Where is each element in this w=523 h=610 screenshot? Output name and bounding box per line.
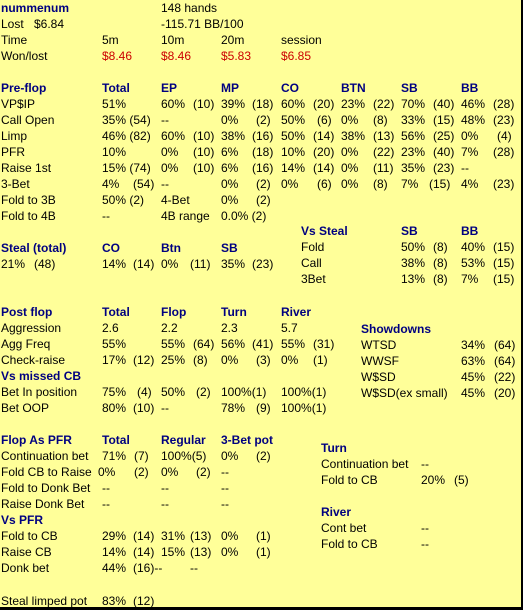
missed-cb-row-label: Bet OOP <box>1 401 50 415</box>
flop-pfr-col-total: Total <box>102 433 130 447</box>
preflop-cell: 0.0% (2) <box>221 209 267 223</box>
vs-pfr-cell: 44% <box>102 561 127 575</box>
preflop-cell: 15% (74) <box>102 161 151 175</box>
flop-pfr-cell: 100%(5) <box>161 449 207 463</box>
bb-per-100: -115.71 BB/100 <box>161 17 244 31</box>
missed-cb-row-label: Bet In position <box>1 385 78 399</box>
preflop-cell: 4% <box>461 177 479 191</box>
preflop-cell: (10) <box>193 129 215 143</box>
postflop-cell: 5.7 <box>281 321 298 335</box>
flop-pfr-cell: -- <box>161 481 169 495</box>
preflop-cell: 10% <box>102 145 127 159</box>
showdown-label: W$SD(ex small) <box>361 386 448 400</box>
vs-pfr-cell: 29% <box>102 529 127 543</box>
lost-label: Lost <box>1 17 24 31</box>
showdown-count: (64) <box>494 338 516 352</box>
preflop-cell: (10) <box>193 97 215 111</box>
missed-cb-cell: (2) <box>196 385 211 399</box>
vs-pfr-row-label: Fold to CB <box>1 529 58 543</box>
preflop-cell: (10) <box>193 145 215 159</box>
preflop-row-label: Raise 1st <box>1 161 52 175</box>
preflop-cell: 60% <box>281 97 306 111</box>
steal-col-sb: SB <box>221 241 238 255</box>
preflop-cell: (2) <box>256 177 271 191</box>
showdown-count: (64) <box>494 354 516 368</box>
flop-as-pfr-title: Flop As PFR <box>1 433 72 447</box>
time-col-20m: 20m <box>221 33 245 47</box>
missed-cb-cell: 80% <box>102 401 127 415</box>
postflop-cell: 17% <box>102 353 127 367</box>
turn-row-label: Continuation bet <box>321 457 409 471</box>
preflop-cell: 60% <box>161 97 186 111</box>
postflop-cell: (8) <box>193 353 208 367</box>
preflop-cell: 33% <box>401 113 426 127</box>
postflop-cell: (1) <box>313 353 328 367</box>
time-col-5m: 5m <box>102 33 119 47</box>
steal-limped-value: 83% <box>102 594 127 608</box>
postflop-col-river: River <box>281 305 312 319</box>
flop-pfr-cell: -- <box>102 481 110 495</box>
postflop-cell: 0% <box>221 353 239 367</box>
vs-pfr-cell: -- <box>190 561 198 575</box>
preflop-cell: (16) <box>252 129 274 143</box>
preflop-cell: 0% <box>161 145 179 159</box>
preflop-cell: (54) <box>133 177 155 191</box>
flop-pfr-cell: -- <box>221 481 229 495</box>
preflop-cell: 0% <box>341 113 359 127</box>
preflop-cell: (10) <box>193 161 215 175</box>
showdown-label: WTSD <box>361 338 397 352</box>
preflop-cell: 0% <box>221 113 239 127</box>
postflop-row-label: Agg Freq <box>1 337 51 351</box>
preflop-cell: (15) <box>429 177 451 191</box>
preflop-cell: (14) <box>313 161 335 175</box>
postflop-cell: 55% <box>281 337 306 351</box>
vs-pfr-cell: (13) <box>190 529 212 543</box>
preflop-row-label: PFR <box>1 145 25 159</box>
preflop-cell: 0% <box>341 161 359 175</box>
preflop-cell: 7% <box>401 177 419 191</box>
preflop-cell: (14) <box>313 129 335 143</box>
postflop-cell: 2.6 <box>102 321 119 335</box>
flop-pfr-cell: 0% <box>98 465 116 479</box>
preflop-cell: (28) <box>493 97 515 111</box>
preflop-row-label: Limp <box>1 129 28 143</box>
preflop-cell: 48% <box>461 113 486 127</box>
showdown-label: W$SD <box>361 370 396 384</box>
steal-sb-count: (23) <box>252 257 274 271</box>
postflop-row-label: Aggression <box>1 321 62 335</box>
time-col-10m: 10m <box>161 33 185 47</box>
preflop-cell: (28) <box>493 145 515 159</box>
vs-steal-title: Vs Steal <box>301 224 348 238</box>
vs-steal-row-label: 3Bet <box>301 272 326 286</box>
preflop-cell: 4B range <box>161 209 210 223</box>
flop-pfr-cell: -- <box>221 465 229 479</box>
postflop-col-turn: Turn <box>221 305 247 319</box>
preflop-cell: 38% <box>221 129 246 143</box>
river-row-label: Fold to CB <box>321 537 378 551</box>
preflop-cell: (40) <box>433 145 455 159</box>
missed-cb-cell: 100%(1) <box>221 385 267 399</box>
preflop-col-sb: SB <box>401 81 418 95</box>
preflop-cell: (2) <box>256 113 271 127</box>
river-cell: -- <box>421 537 429 551</box>
preflop-cell: (23) <box>493 113 515 127</box>
player-name: nummenum <box>1 1 70 15</box>
preflop-cell: (23) <box>493 177 515 191</box>
preflop-cell: 10% <box>281 145 306 159</box>
flop-pfr-row-label: Raise Donk Bet <box>1 497 85 511</box>
missed-cb-cell: 75% <box>102 385 127 399</box>
steal-col-btn: Btn <box>161 241 181 255</box>
vs-steal-cell: (15) <box>493 256 515 270</box>
preflop-cell: 38% <box>341 129 366 143</box>
flop-pfr-col-regular: Regular <box>161 433 206 447</box>
river-row-label: Cont bet <box>321 521 367 535</box>
turn-row-label: Fold to CB <box>321 473 378 487</box>
preflop-cell: (8) <box>373 113 388 127</box>
postflop-cell: (12) <box>133 353 155 367</box>
showdown-count: (20) <box>494 386 516 400</box>
preflop-cell: 70% <box>401 97 426 111</box>
postflop-col-total: Total <box>102 305 130 319</box>
vs-pfr-cell: 0% <box>221 545 239 559</box>
flop-pfr-row-label: Fold CB to Raise <box>1 465 92 479</box>
flop-pfr-cell: -- <box>102 497 110 511</box>
vs-steal-row-label: Call <box>301 256 322 270</box>
preflop-cell: 6% <box>221 145 239 159</box>
preflop-row-label: Fold to 3B <box>1 193 56 207</box>
preflop-cell: -- <box>161 177 169 191</box>
preflop-col-ep: EP <box>161 81 178 95</box>
preflop-col-co: CO <box>281 81 299 95</box>
preflop-cell: (13) <box>373 129 395 143</box>
missed-cb-cell: 100%(1) <box>281 385 327 399</box>
postflop-cell: 55% <box>161 337 186 351</box>
preflop-cell: 4-Bet <box>161 193 190 207</box>
showdown-value: 45% <box>461 370 486 384</box>
flop-pfr-row-label: Continuation bet <box>1 449 89 463</box>
preflop-cell: 0% <box>461 129 479 143</box>
preflop-row-label: Fold to 4B <box>1 209 56 223</box>
steal-total-value: 21% <box>1 257 26 271</box>
vs-steal-row-label: Fold <box>301 240 325 254</box>
preflop-cell: 0% <box>161 161 179 175</box>
missed-cb-cell: 78% <box>221 401 246 415</box>
steal-sb-value: 35% <box>221 257 246 271</box>
preflop-cell: 56% <box>401 129 426 143</box>
missed-cb-cell: (9) <box>256 401 271 415</box>
preflop-cell: 0% <box>221 177 239 191</box>
postflop-cell: (3) <box>256 353 271 367</box>
vs-pfr-cell: 0% <box>221 529 239 543</box>
preflop-cell: 0% <box>341 145 359 159</box>
turn-cell: -- <box>421 457 429 471</box>
preflop-cell: 46% (82) <box>102 129 151 143</box>
vs-steal-cell: 53% <box>461 256 486 270</box>
vs-pfr-cell: 31% <box>161 529 186 543</box>
preflop-row-label: Call Open <box>1 113 55 127</box>
vs-steal-col-sb: SB <box>401 224 418 238</box>
preflop-cell: (6) <box>317 113 332 127</box>
vs-steal-cell: (15) <box>493 272 515 286</box>
postflop-cell: (31) <box>313 337 335 351</box>
postflop-cell: 25% <box>161 353 186 367</box>
preflop-cell: 7% <box>461 145 479 159</box>
flop-pfr-cell: (7) <box>134 449 149 463</box>
vs-steal-cell: (15) <box>493 240 515 254</box>
missed-cb-cell: 50% <box>161 385 186 399</box>
steal-co-value: 14% <box>102 257 127 271</box>
vs-steal-cell: (8) <box>433 240 448 254</box>
vs-pfr-cell: (16)-- <box>133 561 163 575</box>
preflop-cell: (2) <box>256 193 271 207</box>
vs-pfr-cell: (13) <box>190 545 212 559</box>
wonlost-10m: $8.46 <box>161 49 192 63</box>
postflop-cell: (41) <box>252 337 274 351</box>
preflop-cell: 51% <box>102 97 127 111</box>
vs-pfr-cell: (1) <box>256 545 271 559</box>
preflop-cell: (15) <box>433 113 455 127</box>
flop-pfr-cell: (2) <box>134 465 149 479</box>
wonlost-20m: $5.83 <box>221 49 252 63</box>
steal-col-co: CO <box>102 241 120 255</box>
showdown-count: (22) <box>494 370 516 384</box>
preflop-title: Pre-flop <box>1 81 47 95</box>
turn-cell: (5) <box>454 473 469 487</box>
preflop-cell: 50% <box>281 113 306 127</box>
preflop-cell: (22) <box>373 97 395 111</box>
preflop-row-label: VP$IP <box>1 97 36 111</box>
postflop-cell: 0% <box>281 353 299 367</box>
preflop-col-bb: BB <box>461 81 479 95</box>
preflop-col-total: Total <box>102 81 130 95</box>
missed-cb-cell: (10) <box>133 401 155 415</box>
preflop-cell: (11) <box>373 161 394 175</box>
vs-pfr-title: Vs PFR <box>1 513 44 527</box>
vs-steal-cell: 40% <box>461 240 486 254</box>
river-title: River <box>321 505 352 519</box>
time-col-session: session <box>281 33 322 47</box>
time-label: Time <box>1 33 28 47</box>
vs-steal-cell: (8) <box>433 256 448 270</box>
postflop-cell: 2.3 <box>221 321 238 335</box>
flop-pfr-row-label: Fold to Donk Bet <box>1 481 91 495</box>
flop-pfr-cell: (2) <box>256 449 271 463</box>
vs-pfr-row-label: Donk bet <box>1 561 50 575</box>
flop-pfr-cell: -- <box>161 497 169 511</box>
postflop-row-label: Check-raise <box>1 353 66 367</box>
postflop-col-flop: Flop <box>161 305 187 319</box>
flop-pfr-cell: -- <box>221 497 229 511</box>
steal-total-count: (48) <box>34 257 56 271</box>
preflop-cell: (20) <box>313 97 335 111</box>
vs-pfr-cell: (14) <box>133 529 155 543</box>
flop-pfr-cell: 0% <box>221 449 239 463</box>
vs-pfr-cell: 15% <box>161 545 186 559</box>
preflop-cell: 50% <box>281 129 306 143</box>
missed-cb-cell: 100%(1) <box>281 401 327 415</box>
steal-total-title: Steal (total) <box>1 241 67 255</box>
showdown-label: WWSF <box>361 354 399 368</box>
flop-pfr-cell: 71% <box>102 449 127 463</box>
vs-pfr-cell: 14% <box>102 545 127 559</box>
vs-steal-cell: 38% <box>401 256 426 270</box>
vs-pfr-cell: (14) <box>133 545 155 559</box>
preflop-cell: (6) <box>317 177 332 191</box>
showdown-value: 45% <box>461 386 486 400</box>
preflop-cell: (4) <box>497 129 512 143</box>
postflop-cell: 56% <box>221 337 246 351</box>
preflop-cell: 0% <box>221 193 239 207</box>
postflop-cell: (64) <box>193 337 215 351</box>
preflop-cell: 39% <box>221 97 246 111</box>
vs-steal-cell: 7% <box>461 272 479 286</box>
preflop-cell: (22) <box>373 145 395 159</box>
preflop-col-btn: BTN <box>341 81 366 95</box>
showdown-value: 34% <box>461 338 486 352</box>
preflop-cell: 0% <box>281 177 299 191</box>
preflop-cell: 4% <box>102 177 120 191</box>
preflop-cell: 35% (54) <box>102 113 151 127</box>
steal-co-count: (14) <box>133 257 155 271</box>
turn-cell: 20% <box>421 473 446 487</box>
lost-amount: $6.84 <box>34 17 65 31</box>
preflop-cell: (20) <box>313 145 335 159</box>
steal-btn-count: (11) <box>190 257 211 271</box>
preflop-cell: (18) <box>252 145 274 159</box>
preflop-cell: 6% <box>221 161 239 175</box>
preflop-cell: 14% <box>281 161 306 175</box>
preflop-cell: (8) <box>373 177 388 191</box>
steal-limped-label: Steal limped pot <box>1 594 88 608</box>
preflop-cell: 23% <box>341 97 366 111</box>
preflop-row-label: 3-Bet <box>1 177 30 191</box>
preflop-cell: -- <box>102 209 110 223</box>
steal-limped-count: (12) <box>133 594 155 608</box>
wonlost-session: $6.85 <box>281 49 312 63</box>
wonlost-5m: $8.46 <box>102 49 133 63</box>
preflop-cell: (25) <box>433 129 455 143</box>
preflop-cell: (16) <box>252 161 274 175</box>
preflop-cell: 35% <box>401 161 426 175</box>
steal-btn-value: 0% <box>161 257 179 271</box>
preflop-cell: -- <box>161 113 169 127</box>
flop-pfr-cell: (2) <box>196 465 211 479</box>
preflop-cell: 60% <box>161 129 186 143</box>
turn-title: Turn <box>321 441 347 455</box>
vs-steal-cell: (8) <box>433 272 448 286</box>
preflop-cell: -- <box>461 161 469 175</box>
missed-cb-cell: -- <box>161 401 169 415</box>
vs-steal-col-bb: BB <box>461 224 479 238</box>
postflop-cell: 2.2 <box>161 321 178 335</box>
preflop-cell: (18) <box>252 97 274 111</box>
vs-missed-cb-title: Vs missed CB <box>1 369 82 383</box>
missed-cb-cell: (4) <box>137 385 152 399</box>
flop-pfr-col-3bet: 3-Bet pot <box>221 433 273 447</box>
hands-count: 148 hands <box>161 1 218 15</box>
flop-pfr-cell: 0% <box>161 465 179 479</box>
preflop-col-mp: MP <box>221 81 239 95</box>
vs-steal-cell: 50% <box>401 240 426 254</box>
preflop-cell: 50% (2) <box>102 193 145 207</box>
postflop-cell: 55% <box>102 337 127 351</box>
preflop-cell: 46% <box>461 97 486 111</box>
showdowns-title: Showdowns <box>361 322 431 336</box>
preflop-cell: 0% <box>341 177 359 191</box>
showdown-value: 63% <box>461 354 486 368</box>
river-cell: -- <box>421 521 429 535</box>
vs-pfr-row-label: Raise CB <box>1 545 52 559</box>
preflop-cell: 23% <box>401 145 426 159</box>
preflop-cell: (23) <box>433 161 455 175</box>
vs-steal-cell: 13% <box>401 272 426 286</box>
postflop-title: Post flop <box>1 305 53 319</box>
vs-pfr-cell: (1) <box>256 529 271 543</box>
preflop-cell: (40) <box>433 97 455 111</box>
wonlost-label: Won/lost <box>1 49 48 63</box>
